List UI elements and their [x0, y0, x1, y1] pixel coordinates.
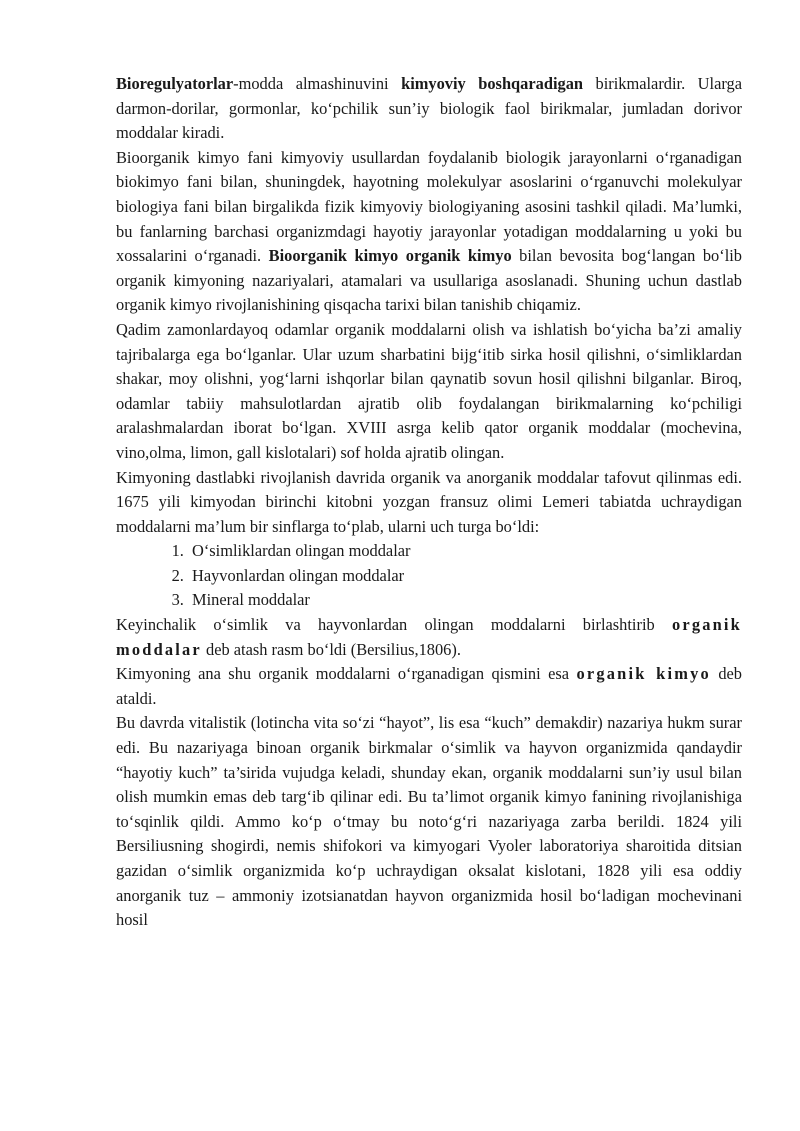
paragraph-vitalism: Bu davrda vitalistik (lotincha vita so‘zi “hayot”, lis esa “kuch” demakdir) nazariya hukm surar edi. Bu nazariyaga binoan organik birkmalar o‘simlik va hayvon organizmida qandaydir “hayotiy kuch” ta’sirida vujudga keladi, shunday ekan, organik moddalarni sun’iy usul bilan olish mumkin emas deb targ‘ib qilinar edi. Bu ta’limot organik kimyo fanining rivojlanishiga to‘sqinlik qildi. Ammo ko‘p o‘tmay bu noto‘g‘ri nazariyaga zarba berildi. 1824 yili Bersiliusning shogirdi, nemis shifokori va kimyogari Vyoler laboratoriya sharoitida ditsian gazidan o‘simlik organizmida ko‘p uchraydigan oksalat kislotani, 1828 yili esa oddiy anorganik tuz – ammoniy izotsianatdan hayvon organizmida hosil bo‘ladigan mochevinani hosil [116, 713, 742, 930]
text: bilan bevosita bog‘langan bo‘lib organik kimyoning nazariyalari, atamalari va usullariga asoslanadi. Shuning uchun dastlab organik kimyo rivojlanishining qisqacha tarixi bilan tanishib chiqamiz. [116, 246, 743, 315]
classification-list [116, 539, 742, 613]
text: Kimyoning ana shu organik moddalarni o‘rganadigan qismini esa [116, 664, 577, 684]
paragraph-organic-substances [116, 613, 742, 662]
paragraph-bioorganic [116, 146, 742, 318]
paragraph-ancient: Qadim zamonlardayoq odamlar organik moddalarni olish va ishlatish bo‘yicha ba’zi amaliy tajribalarga ega bo‘lganlar. Ular uzum sharbatini bijg‘itib sirka hosil qilishni, o‘simliklardan shakar, moy olishni, yog‘larni ishqorlar bilan qaynatib sovun hosil qilishni bilganlar. Biroq, odamlar tabiiy mahsulotlardan ajratib olib foydalangan birikmalarning ko‘pchiligi aralashmalardan iborat bo‘lgan. XVIII asrga kelib qator organik moddalar (mochevina, vino,olma, limon, gall kislotalari) sof holda ajratib olingan. [116, 319, 742, 462]
text: deb ataldi. [116, 664, 743, 708]
list-item: 2. Hayvonlardan olingan moddalar [188, 564, 742, 589]
term-chemical-control: kimyoviy boshqaradigan [401, 74, 584, 93]
text: birikmalardir. Ularga darmon-dorilar, gormonlar, ko‘pchilik sun’iy biologik faol birikmalar, jumladan dorivor moddalar kiradi. [116, 74, 742, 143]
document-page [116, 72, 742, 933]
list-item: 1. O‘simliklardan olingan moddalar [188, 539, 742, 564]
text: -modda almashinuvini [233, 74, 402, 93]
text: Bioorganik kimyo fani kimyoviy usullardan foydalanib biologik jarayonlarni o‘rganadigan biokimyo fani bilan, shuningdek, hayotning molekulyar asoslarini o‘rganuvchi molekulyar biologiya fani bilan birgalikda fizik kimyoviy biologiyaning asosini tashkil qiladi. Ma’lumki, bu fanlarning barchasi organizmdagi hayotiy jarayonlar yotadigan moddalarning u yoki bu xossalarini o‘rganadi. [116, 147, 742, 266]
term-bioorganic-chemistry: Bioorganik kimyo organik kimyo [268, 246, 512, 266]
paragraph-lemeri: Kimyoning dastlabki rivojlanish davrida organik va anorganik moddalar tafovut qilinmas edi. 1675 yili kimyodan birinchi kitobni yozgan fransuz olimi Lemeri tabiatda uchraydigan moddalarni ma’lum bir sinflarga to‘plab, ularni uch turga bo‘ldi: [116, 467, 742, 536]
text: deb atash rasm bo‘ldi (Bersilius,1806). [201, 639, 461, 659]
list-item: 3. Mineral moddalar [188, 588, 742, 613]
paragraph-bioregulators [116, 72, 742, 146]
paragraph-organic-chemistry [116, 662, 742, 711]
text: Keyinchalik o‘simlik va hayvonlardan olingan moddalarni birlashtirib [116, 615, 672, 635]
term-bioregulators: Bioregulyatorlar [116, 74, 234, 93]
term-organic-chemistry: organik kimyo [576, 664, 711, 684]
term-organic-substances: organik moddalar [116, 615, 742, 659]
